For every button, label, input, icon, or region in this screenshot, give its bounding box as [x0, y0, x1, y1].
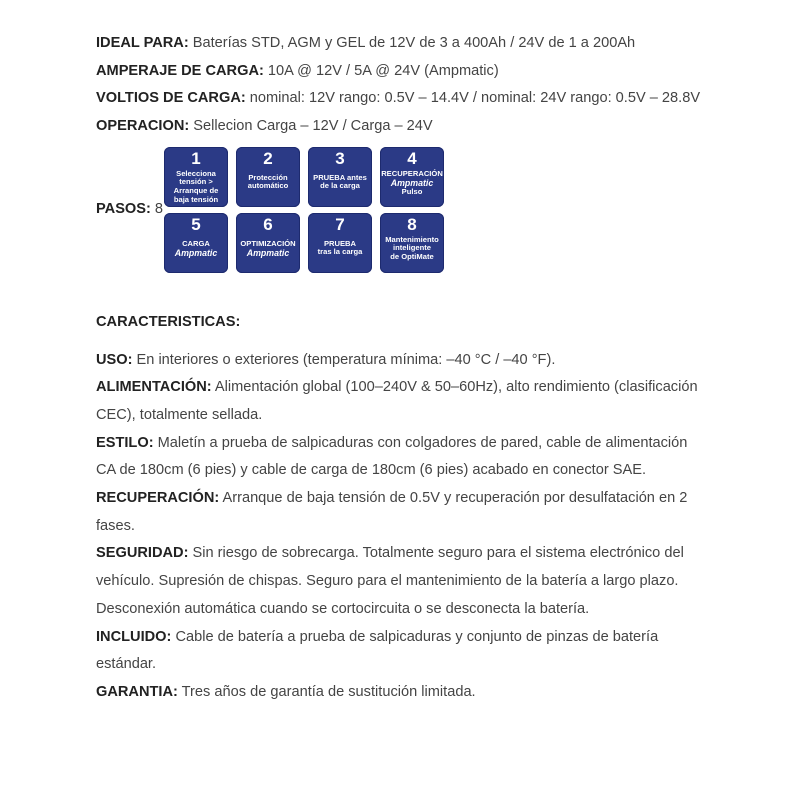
feature-uso-label: USO:: [96, 351, 133, 368]
spec-pasos: [96, 196, 166, 224]
step-text: OPTIMIZACIÓN: [240, 238, 296, 248]
step-text: PRUEBA tras la carga: [317, 238, 363, 257]
spec-operacion: [96, 113, 706, 141]
feature-incluido-value: Cable de batería a prueba de salpicaduras y conjunto de pinzas de batería estándar.: [96, 628, 659, 673]
feature-recuperacion-value: Arranque de baja tensión de 0.5V y recuperación por desulfatación en 2 fases.: [96, 490, 688, 534]
spec-operacion-label: OPERACION:: [96, 118, 190, 135]
steps-row: [96, 147, 706, 273]
feature-estilo: [96, 430, 706, 485]
feature-incluido: [96, 624, 706, 679]
step-text: Selecciona tensión > Arranque de baja tensión: [173, 168, 219, 204]
ampmatic-logo: Ampmatic: [174, 248, 218, 259]
feature-uso: [96, 347, 706, 375]
step-tile: [236, 147, 300, 207]
feature-alimentacion-value: Alimentación global (100–240V & 50–60Hz), alto rendimiento (clasificación CEC), totalmente sellada.: [96, 379, 698, 423]
step-tile: [380, 213, 444, 273]
feature-uso-value: En interiores o exteriores (temperatura mínima: –40 °C / –40 °F).: [132, 351, 556, 368]
spec-voltios: [96, 85, 706, 113]
feature-recuperacion: [96, 485, 706, 540]
step-tile: [308, 147, 372, 207]
feature-alimentacion: [96, 374, 706, 429]
spec-amperaje-label: AMPERAJE DE CARGA:: [96, 62, 264, 79]
steps-grid: [164, 147, 444, 273]
feature-garantia: [96, 679, 706, 707]
step-number: 2: [263, 148, 273, 168]
ampmatic-logo: Ampmatic: [390, 178, 434, 189]
feature-seguridad-label: SEGURIDAD:: [96, 545, 189, 562]
spec-pasos-value: 8: [150, 200, 164, 217]
feature-seguridad: [96, 540, 706, 623]
feature-seguridad-value: Sin riesgo de sobrecarga. Totalmente seguro para el sistema electrónico del vehículo. Supresión de chispas. Seguro para el mantenimiento de la batería a largo plazo. Desconexión automática cuando se cortocircuita o se desconecta la batería.: [96, 545, 684, 617]
feature-estilo-label: ESTILO:: [96, 434, 154, 451]
spec-operacion-value: Sellecion Carga – 12V / Carga – 24V: [189, 118, 433, 135]
features-title: CARACTERISTICAS:: [96, 313, 241, 330]
step-number: 4: [407, 148, 417, 168]
spec-ideal-label: IDEAL PARA:: [96, 35, 189, 51]
step-text-extra: Pulso: [401, 187, 423, 197]
step-tile: [164, 147, 228, 207]
spec-amperaje: [96, 58, 706, 86]
feature-garantia-value: Tres años de garantía de sustitución limitada.: [177, 683, 476, 700]
step-tile: [164, 213, 228, 273]
step-text: Protección automático: [247, 172, 289, 191]
step-number: 5: [191, 214, 201, 234]
spec-voltios-label: VOLTIOS DE CARGA:: [96, 90, 246, 107]
product-description: [96, 30, 706, 707]
step-number: 1: [191, 148, 201, 168]
step-number: 8: [407, 214, 417, 234]
feature-estilo-value: Maletín a prueba de salpicaduras con colgadores de pared, cable de alimentación CA de 180cm (6 pies) y cable de carga de 180cm (6 pies) acabado en conector SAE.: [96, 434, 688, 479]
step-tile: [308, 213, 372, 273]
step-text: CARGA: [182, 238, 210, 248]
step-number: 3: [335, 148, 345, 168]
spec-amperaje-value: 10A @ 12V / 5A @ 24V (Ampmatic): [263, 62, 499, 79]
step-text: Mantenimiento inteligente de OptiMate: [385, 234, 439, 261]
feature-alimentacion-label: ALIMENTACIÓN:: [96, 379, 212, 396]
feature-incluido-label: INCLUIDO:: [96, 628, 172, 645]
spec-pasos-label: PASOS:: [96, 200, 151, 217]
feature-recuperacion-label: RECUPERACIÓN:: [96, 490, 220, 507]
spec-ideal-value: Baterías STD, AGM y GEL de 12V de 3 a 400Ah / 24V de 1 a 200Ah: [188, 35, 636, 51]
step-tile: [380, 147, 444, 207]
step-tile: [236, 213, 300, 273]
step-text: RECUPERACIÓN: [381, 168, 443, 178]
step-number: 6: [263, 214, 273, 234]
step-number: 7: [335, 214, 345, 234]
step-text: PRUEBA antes de la carga: [313, 172, 367, 191]
ampmatic-logo: Ampmatic: [246, 248, 290, 259]
feature-garantia-label: GARANTIA:: [96, 683, 178, 700]
spec-ideal: [96, 30, 706, 58]
spec-voltios-value: nominal: 12V rango: 0.5V – 14.4V / nominal: 24V rango: 0.5V – 28.8V: [245, 90, 701, 107]
